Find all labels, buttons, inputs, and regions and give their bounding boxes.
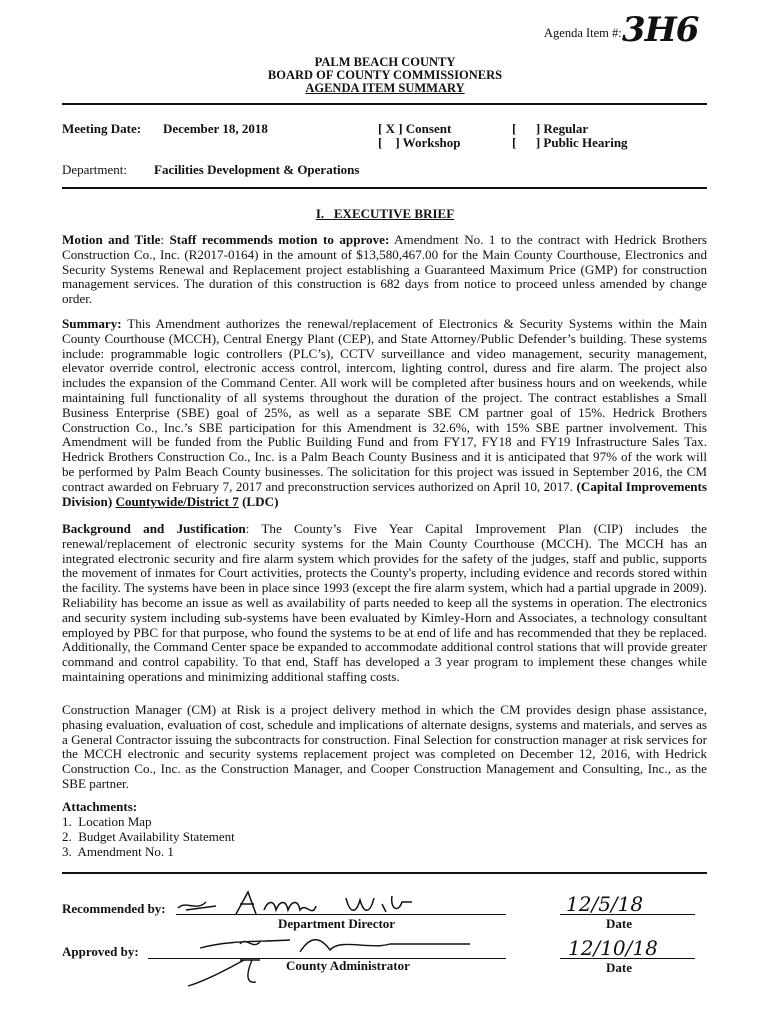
header-divider <box>62 103 707 105</box>
administrator-date-line <box>560 958 695 959</box>
public-hearing-checkbox: [ ] Public Hearing <box>512 135 628 150</box>
department-value: Facilities Development & Operations <box>154 162 360 177</box>
meeting-date-value: December 18, 2018 <box>163 121 268 136</box>
director-date: 12/5/18 <box>566 892 644 916</box>
attachment-item: 3. Amendment No. 1 <box>62 844 174 859</box>
motion-label: Motion and Title <box>62 232 161 247</box>
motion-text: Amendment No. 1 to the contract with Hedrick Brothers Construction Co., Inc. (R2017-0164) in the amount of $13,580,467.00 for the Main County Courthouse, Electronics and Security Systems Renewal and Replacement project establishing a Guaranteed Maximum Price (GMP) for construction management services. The duration of this construction is 682 days from notice to proceed unless amended by change order. <box>62 232 707 307</box>
administrator-date: 12/10/18 <box>568 936 658 960</box>
summary-initials: (LDC) <box>242 493 279 509</box>
workshop-checkbox: [ ] Workshop <box>378 135 461 150</box>
attachment-item: 2. Budget Availability Statement <box>62 829 235 844</box>
summary-text: This Amendment authorizes the renewal/replacement of Electronics & Security Systems within the Main County Courthouse (MCCH), Central Energy Plant (CEP), and State Attorney/Public Defender’s building. These systems include: programmable logic controllers (PLC’s), CCTV surveillance and video management, security management, elevator override control, electronic access control, intercom, lighting control, duress and fire alarm. The project also includes the expansion of the Command Center. All work will be completed after business hours and on weekends, while maintaining full functionality of all systems throughout the duration of the project. The contract establishes a Small Business Enterprise (SBE) goal of 25%, as well as a separate SBE CM partner goal of 15%. Hedrick Brothers Construction Co., Inc.’s SBE participation for this Amendment is 32.6%, with 15% SBE partner involvement. This Amendment will be funded from the Public Building Fund and from FY17, FY18 and FY19 Infrastructure Sales Tax. Hedrick Brothers Construction Co., Inc. is a Palm Beach County Business and it is anticipated that 97% of the work will be performed by Palm Beach County businesses. The solicitation for this project was issued in September 2016, the CM contract awarded on February 7, 2017 and preconstruction services authorized on April 10, 2017. <box>62 316 707 494</box>
director-date-label: Date <box>606 916 632 931</box>
signature-divider <box>62 872 707 874</box>
board-name: BOARD OF COUNTY COMMISSIONERS <box>267 68 503 82</box>
approved-by-label: Approved by: <box>62 944 139 959</box>
regular-checkbox: [ ] Regular <box>512 121 589 136</box>
background-label: Background and Justification <box>62 521 246 536</box>
cm-paragraph: Construction Manager (CM) at Risk is a project delivery method in which the CM provides design phase assistance, phasing evaluation, evaluation of cost, schedule and implications of alternate designs, systems and materials, and serves as a General Contractor issuing the subcontracts for construction. Final Selection for construction manager at risk services for the MCCH electronic and security systems replacement project was completed on December 12, 2016, with Hedrick Construction Co., Inc. as the Construction Manager, and Cooper Construction Management and Consulting, Inc., as the SBE partner. <box>62 702 707 791</box>
section-title: I. EXECUTIVE BRIEF <box>315 206 455 221</box>
agenda-item-label: Agenda Item #: <box>544 26 622 40</box>
summary-paragraph <box>62 317 707 509</box>
attachments-label: Attachments: <box>62 799 138 814</box>
administrator-date-label: Date <box>606 960 632 975</box>
summary-district: Countywide/District 7 <box>115 493 239 509</box>
director-signature-line <box>176 914 506 915</box>
background-paragraph: Background and Justification: The County’s Five Year Capital Improvement Plan (CIP) includes the renewal/replacement of electronic security systems for the Main County Courthouse (MCCH). The MCCH has an integrated electronic security and fire alarm system which provides for the safety of the judges, staff and public, supports the movement of inmates for Court activities, protects the County's property, including evidence and records stored within the facility. The systems have been in place since 1993 (except the fire alarm system, which had a partial upgrade in 2009). Reliability has become an issue as well as availability of parts needed to keep all the systems in operation. The electronics and security system including sub-systems have been evaluated by Kimley-Horn and Associates, a technology consultant employed by PBC for that purpose, who found the systems to be at end of life and has recommended that they be replaced. Additionally, the Command Center space be expanded to accommodate additional control stations that will provide greater command and control capability. To that end, Staff has developed a 3 year program to implement these changes while maintaining operations and minimizing additional staffing costs. <box>62 521 707 684</box>
summary-division: (Capital Improvements Division) <box>62 478 707 509</box>
motion-paragraph: Motion and Title: Staff recommends motion to approve: Amendment No. 1 to the contract with Hedrick Brothers Construction Co., Inc. (R2017-0164) in the amount of $13,580,467.00 for the Main County Courthouse, Electronics and Security Systems Renewal and Replacement project establishing a Guaranteed Maximum Price (GMP) for construction management services. The duration of this construction is 682 days from notice to proceed unless amended by change order. <box>62 232 707 307</box>
department-divider <box>62 187 707 189</box>
administrator-role: County Administrator <box>286 958 410 973</box>
consent-checkbox: [ X ] Consent <box>378 121 452 136</box>
department-label: Department: <box>62 162 127 177</box>
background-text: The County’s Five Year Capital Improvement Plan (CIP) includes the renewal/replacement of electronic security systems for the Main County Courthouse (MCCH). The MCCH has an integrated electronic security and fire alarm system which provides for the safety of the judges, staff and public, supports the movement of inmates for Court activities, protects the County's property, including evidence and records stored within the facility. The systems have been in place since 1993 (except the fire alarm system, which had a partial upgrade in 2009). Reliability has become an issue as well as availability of parts needed to keep all the systems in operation. The electronics and security system including sub-systems have been evaluated by Kimley-Horn and Associates, a technology consultant employed by PBC for that purpose, who found the systems to be at end of life and has recommended that they be replaced. Additionally, the Command Center space be expanded to accommodate additional control stations that will provide greater command and control capability. To that end, Staff has developed a 3 year program to implement these changes while maintaining operations and minimizing additional staffing costs. <box>62 521 707 684</box>
recommended-by-label: Recommended by: <box>62 901 166 916</box>
county-name: PALM BEACH COUNTY <box>314 55 456 69</box>
motion-lead: Staff recommends motion to approve: <box>169 232 390 247</box>
summary-label: Summary: <box>62 316 122 331</box>
meeting-date-label: Meeting Date: <box>62 121 142 136</box>
director-date-line <box>560 914 695 915</box>
director-role: Department Director <box>278 916 396 931</box>
agenda-item-number: 3H6 <box>622 10 699 50</box>
document-title: AGENDA ITEM SUMMARY <box>305 81 465 95</box>
attachment-item: 1. Location Map <box>62 814 152 829</box>
